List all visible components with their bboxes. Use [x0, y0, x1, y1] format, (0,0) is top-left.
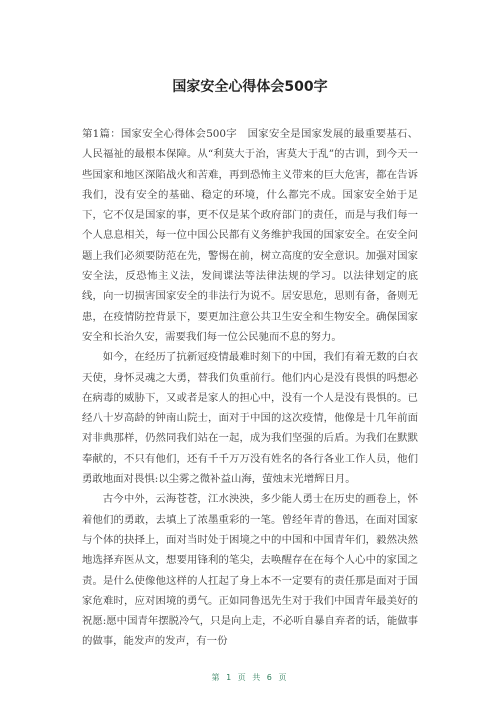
page-number-footer: 第 1 页 共 6 页 — [211, 673, 289, 682]
document-body — [82, 124, 418, 652]
paragraph: 古今中外，云海苍苍，江水泱泱，多少能人勇士在历史的画卷上，怀着他们的勇敢，去填上了浓墨重彩的一笔。曾经年青的鲁迅，在面对国家与个体的抉择上，面对当时处于困境之中的中国和中国青年们，毅然决然地选择弃医从文，想要用锋利的笔尖，去唤醒存在在每个人心中的家国之责。是什么使像他这样的人扛起了身上本不一定要有的责任那是面对于国家危难时，应对困境的勇气。正如同鲁迅先生对于我们中国青年最美好的祝愿:愿中国青年摆脱冷气，只是向上走，不必听自暴自弃者的话，能做事的做事，能发声的发声，有一份 — [82, 493, 418, 648]
paragraph: 如今，在经历了抗新冠疫情最难时刻下的中国，我们有着无数的白衣天使，身怀灵魂之大勇，替我们负重前行。他们内心是没有畏惧的吗想必在病毒的威胁下，又或者是家人的担心中，没有一个人是没有畏惧的。已经八十岁高龄的钟南山院士，面对于中国的这次疫情，他像是十几年前面对非典那样，仍然同我们站在一起，成为我们坚强的后盾。为我们在默默奉献的，不只有他们，还有千千万万没有姓名的各行各业工作人员，他们勇敢地面对畏惧:以尘雾之微补益山海，萤烛末光增辉日月。 — [82, 351, 418, 486]
paragraph: 第1篇：国家安全心得体会500字 国家安全是国家发展的最重要基石、人民福祉的最根本保障。从“利莫大于治，害莫大于乱”的古训，到今天一些国家和地区深陷战火和苦难，再到恐怖主义带来的巨大危害，都在告诉我们，没有安全的基础、稳定的环境，什么都完不成。国家安全始于足下，它不仅是国家的事，更不仅是某个政府部门的责任，而是与我们每一个人息息相关，每一位中国公民都有义务维护我国的国家安全。在安全问题上我们必须要防范在先，警惕在前，树立高度的安全意识。加强对国家安全法，反恐怖主义法，发间谍法等法律法规的学习。以法律划定的底线，向一切损害国家安全的非法行为说不。居安思危，思则有备，备则无患，在疫情防控背景下，要更加注意公共卫生安全和生物安全。确保国家安全和长治久安，需要我们每一位公民驰而不息的努力。 — [82, 128, 418, 343]
document-title: 国家安全心得体会500字 — [172, 79, 328, 95]
